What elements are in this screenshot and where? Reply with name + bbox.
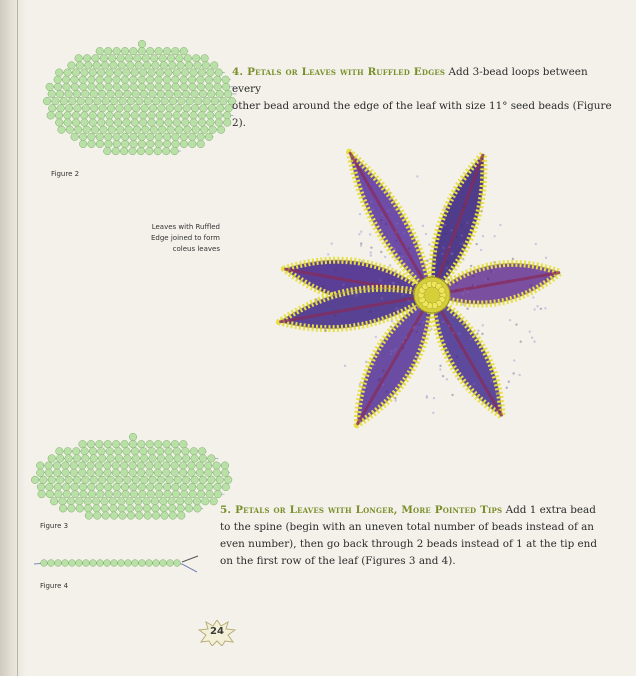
photo-caption-line-1: Leaves with Ruffled bbox=[151, 223, 220, 231]
item-4-heading: 4. Petals or Leaves with Ruffled Edges bbox=[232, 66, 446, 78]
item-5-line-1: Add 1 extra bead bbox=[505, 504, 596, 516]
figure-2-diagram bbox=[40, 38, 245, 163]
item-5-paragraph bbox=[220, 502, 620, 570]
item-5-line-4: on the first row of the leaf (Figures 3 and 4). bbox=[220, 555, 456, 567]
photo-caption-line-3: coleus leaves bbox=[172, 245, 220, 253]
item-5-line-3: even number), then go back through 2 beads instead of 1 at the tip end bbox=[220, 538, 598, 550]
figure-3-diagram bbox=[28, 432, 238, 527]
figure-4-caption: Figure 4 bbox=[40, 582, 69, 590]
item-5-line-2: to the spine (begin with an uneven total number of beads instead of an bbox=[220, 521, 594, 533]
book-gutter bbox=[0, 0, 26, 676]
item-4-line-1: Add 3-bead loops between every bbox=[232, 66, 588, 95]
page-number-badge bbox=[198, 620, 236, 646]
item-4-line-2: other bead around the edge of the leaf with size 11° seed beads (Figure 2). bbox=[232, 100, 612, 129]
photo-caption bbox=[130, 222, 220, 255]
gutter-fold-line bbox=[17, 0, 18, 676]
figure-2-bead-pattern bbox=[43, 40, 237, 155]
photo-caption-line-2: Edge joined to form bbox=[151, 234, 220, 242]
beaded-leaves-photo bbox=[262, 105, 612, 475]
page-number: 24 bbox=[210, 626, 224, 637]
figure-2-caption: Figure 2 bbox=[51, 170, 80, 178]
flower-illustration bbox=[279, 152, 560, 425]
figure-3-bead-pattern bbox=[31, 433, 232, 519]
item-5-heading: 5. Petals or Leaves with Longer, More Pointed Tips bbox=[220, 504, 503, 516]
figure-4-diagram bbox=[32, 552, 202, 582]
figure-4-bead-strand bbox=[34, 556, 198, 572]
figure-3-caption: Figure 3 bbox=[40, 522, 69, 530]
